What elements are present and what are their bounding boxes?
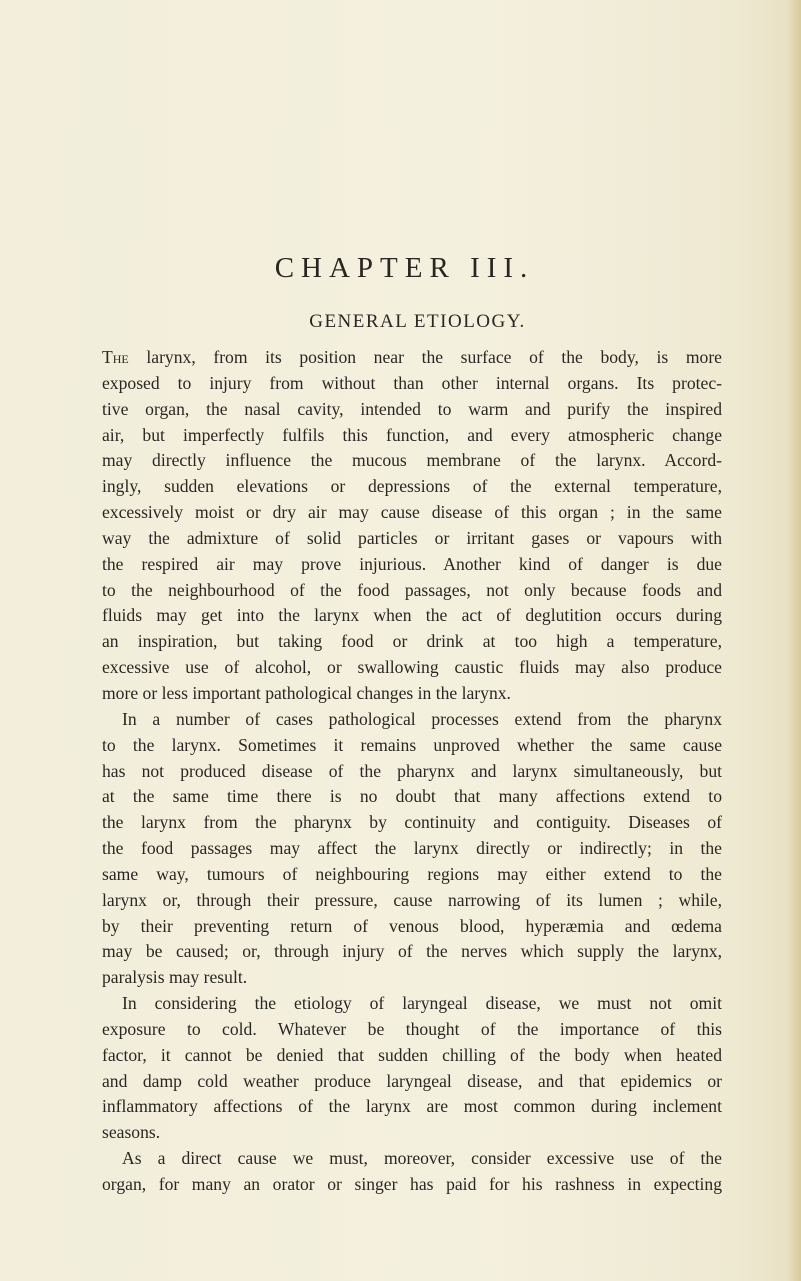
chapter-heading: CHAPTER III. (274, 252, 535, 284)
line-text: inflammatory affections of the larynx are most common during inclement (102, 1096, 722, 1117)
text-line (102, 1120, 722, 1146)
text-line (102, 345, 722, 371)
line-text: the larynx from the pharynx by continuity and contiguity. Diseases of (102, 812, 722, 833)
line-text: way the admixture of solid particles or irritant gases or vapours with (102, 527, 722, 548)
text-line (102, 914, 722, 940)
line-text: As a direct cause we must, moreover, consider excessive use of the (122, 1148, 722, 1169)
text-line (102, 733, 722, 759)
line-text: exposure to cold. Whatever be thought of the importance of this (102, 1018, 722, 1039)
text-line (102, 681, 722, 707)
text-line (102, 1017, 722, 1043)
text-line (102, 1146, 722, 1172)
line-text: paralysis may result. (102, 967, 248, 988)
text-line (102, 784, 722, 810)
text-line (102, 578, 722, 604)
line-text: seasons. (102, 1122, 161, 1143)
text-line (102, 603, 722, 629)
line-text: air, but imperfectly fulfils this function, and every atmospheric change (102, 424, 722, 445)
line-text: tive organ, the nasal cavity, intended to warm and purify the inspired (102, 398, 722, 419)
line-text: excessively moist or dry air may cause disease of this organ ; in the same (102, 502, 722, 523)
text-line (102, 500, 722, 526)
text-line (102, 1094, 722, 1120)
line-text: In a number of cases pathological processes extend from the pharynx (122, 708, 722, 729)
text-line (102, 655, 722, 681)
text-line (102, 397, 722, 423)
line-text: by their preventing return of venous blood, hyperæmia and œdema (102, 915, 722, 936)
text-line (102, 474, 722, 500)
line-text: larynx or, through their pressure, cause narrowing of its lumen ; while, (102, 889, 722, 910)
section-title: GENERAL ETIOLOGY. (309, 311, 526, 332)
line-text: the food passages may affect the larynx directly or indirectly; in the (102, 838, 722, 859)
line-text: to the larynx. Sometimes it remains unproved whether the same cause (102, 734, 722, 755)
line-text: exposed to injury from without than other internal organs. Its protec- (102, 372, 722, 393)
line-text: to the neighbourhood of the food passages, not only because foods and (102, 579, 722, 600)
text-line (102, 707, 722, 733)
line-text: at the same time there is no doubt that many affections extend to (102, 786, 722, 807)
text-line (102, 1172, 722, 1198)
text-line (102, 526, 722, 552)
line-text: has not produced disease of the pharynx and larynx simultaneously, but (102, 760, 722, 781)
text-line (102, 371, 722, 397)
line-text: fluids may get into the larynx when the act of deglutition occurs during (102, 605, 722, 626)
text-line (102, 888, 722, 914)
body-text (102, 345, 722, 1198)
text-line (102, 1069, 722, 1095)
line-text: organ, for many an orator or singer has paid for his rashness in expecting (102, 1174, 722, 1194)
line-text: the respired air may prove injurious. Another kind of danger is due (102, 553, 722, 574)
text-line (102, 862, 722, 888)
line-text: may directly influence the mucous membrane of the larynx. Accord- (102, 450, 722, 471)
text-line (102, 810, 722, 836)
line-text: factor, it cannot be denied that sudden chilling of the body when heated (102, 1044, 722, 1065)
text-line (102, 423, 722, 449)
text-line (102, 448, 722, 474)
first-word: The (102, 347, 129, 367)
line-text: and damp cold weather produce laryngeal disease, and that epidemics or (102, 1070, 722, 1091)
line-text: may be caused; or, through injury of the nerves which supply the larynx, (102, 941, 722, 962)
text-line (102, 759, 722, 785)
text-line (102, 1043, 722, 1069)
text-line (102, 629, 722, 655)
page-edge-shadow (787, 0, 801, 1281)
text-line (102, 939, 722, 965)
text-line (102, 836, 722, 862)
text-line (102, 552, 722, 578)
line-text: excessive use of alcohol, or swallowing caustic fluids may also produce (102, 657, 722, 678)
line-text: same way, tumours of neighbouring regions may either extend to the (102, 863, 722, 884)
text-line (102, 965, 722, 991)
line-text: In considering the etiology of laryngeal disease, we must not omit (122, 993, 722, 1014)
line-text: larynx, from its position near the surface of the body, is more (146, 347, 722, 367)
text-line (102, 991, 722, 1017)
line-text: ingly, sudden elevations or depressions of the external temperature, (102, 476, 722, 497)
line-text: an inspiration, but taking food or drink at too high a temperature, (102, 631, 722, 652)
line-text: more or less important pathological changes in the larynx. (102, 682, 511, 703)
